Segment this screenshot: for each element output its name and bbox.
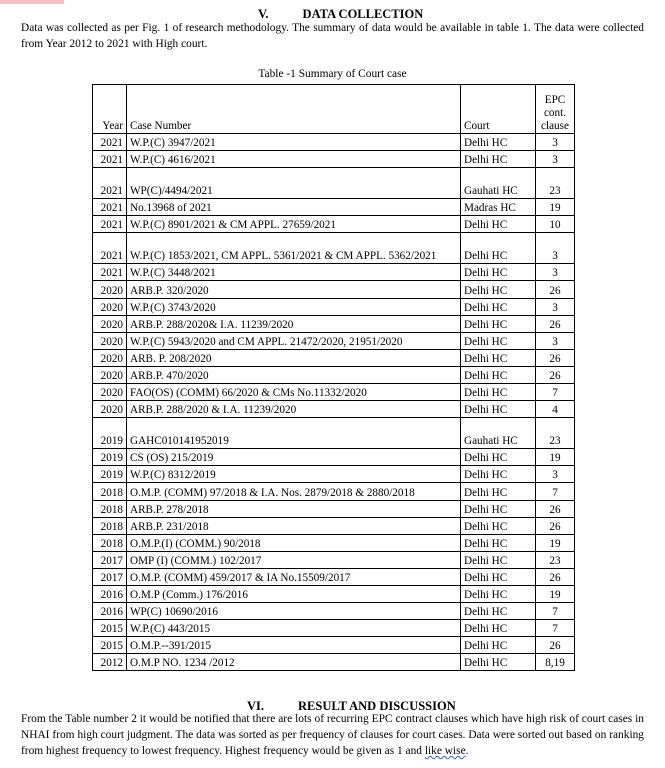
cell-epc-clause: 26 (536, 281, 575, 298)
cell-court: Delhi HC (461, 349, 536, 366)
cell-court: Delhi HC (461, 298, 536, 315)
cell-case-number: ARB.P. 320/2020 (127, 281, 461, 298)
section-title: DATA COLLECTION (302, 7, 424, 21)
cell-court: Delhi HC (461, 401, 536, 418)
top-accent-mark (0, 0, 64, 4)
cell-year: 2021 (93, 151, 127, 168)
cell-year: 2019 (93, 418, 127, 449)
cell-court: Delhi HC (461, 264, 536, 281)
cell-case-number: O.M.P. (COMM) 97/2018 & I.A. Nos. 2879/2018 & 2880/2018 (127, 483, 461, 500)
cell-case-number: W.P.(C) 8312/2019 (127, 466, 461, 483)
table-row (93, 315, 575, 332)
table-row (93, 500, 575, 517)
table-row (93, 654, 575, 671)
table-row (93, 603, 575, 620)
cell-court: Delhi HC (461, 637, 536, 654)
header-court: Court (461, 85, 536, 134)
intro-paragraph: Data was collected as per Fig. 1 of research methodology. The summary of data would be available in table 1. The data were collected from Year 2012 to 2021 with High court. (21, 22, 644, 50)
cell-epc-clause: 26 (536, 366, 575, 383)
cell-year: 2018 (93, 534, 127, 551)
cell-case-number: W.P.(C) 443/2015 (127, 620, 461, 637)
cell-epc-clause: 26 (536, 349, 575, 366)
cell-case-number: No.13968 of 2021 (127, 199, 461, 216)
table-row (93, 483, 575, 500)
cell-epc-clause: 3 (536, 134, 575, 151)
cell-case-number: W.P.(C) 8901/2021 & CM APPL. 27659/2021 (127, 216, 461, 233)
cell-year: 2020 (93, 349, 127, 366)
table-row (93, 216, 575, 233)
cell-case-number: CS (OS) 215/2019 (127, 449, 461, 466)
cell-case-number: W.P.(C) 5943/2020 and CM APPL. 21472/2020, 21951/2020 (127, 332, 461, 349)
cell-epc-clause: 7 (536, 620, 575, 637)
cell-epc-clause: 23 (536, 168, 575, 199)
cell-court: Delhi HC (461, 585, 536, 602)
cell-case-number: ARB.P. 288/2020 & I.A. 11239/2020 (127, 401, 461, 418)
cell-court: Delhi HC (461, 151, 536, 168)
cell-epc-clause: 26 (536, 637, 575, 654)
result-text: From the Table number 2 it would be notified that there are lots of recurring EPC contract clauses which have high risk of court cases in NHAI from high court judgment. The data was sorted as per frequency of clauses for court cases. Data were sorted out based on ranking from highest frequency to lowest frequency. Highest frequency would be given as 1 and (21, 713, 644, 757)
cell-court: Delhi HC (461, 500, 536, 517)
cell-case-number: W.P.(C) 3947/2021 (127, 134, 461, 151)
cell-case-number: O.M.P. (COMM) 459/2017 & IA No.15509/2017 (127, 568, 461, 585)
cell-year: 2020 (93, 384, 127, 401)
cell-court: Delhi HC (461, 483, 536, 500)
table-row (93, 281, 575, 298)
cell-court: Delhi HC (461, 315, 536, 332)
table-row (93, 620, 575, 637)
cell-court: Delhi HC (461, 384, 536, 401)
cell-epc-clause: 23 (536, 418, 575, 449)
table-row (93, 151, 575, 168)
cell-case-number: FAO(OS) (COMM) 66/2020 & CMs No.11332/2020 (127, 384, 461, 401)
cell-court: Delhi HC (461, 603, 536, 620)
cell-year: 2020 (93, 281, 127, 298)
cell-case-number: W.P.(C) 1853/2021, CM APPL. 5361/2021 & CM APPL. 5362/2021 (127, 233, 461, 264)
header-case-number: Case Number (127, 85, 461, 134)
cell-case-number: ARB. P. 208/2020 (127, 349, 461, 366)
cell-court: Delhi HC (461, 281, 536, 298)
cell-epc-clause: 26 (536, 500, 575, 517)
cell-year: 2012 (93, 654, 127, 671)
cell-epc-clause: 23 (536, 551, 575, 568)
court-case-table (92, 84, 575, 671)
table-row (93, 233, 575, 264)
table-row (93, 366, 575, 383)
cell-case-number: W.P.(C) 4616/2021 (127, 151, 461, 168)
cell-epc-clause: 7 (536, 603, 575, 620)
cell-epc-clause: 26 (536, 568, 575, 585)
cell-epc-clause: 8,19 (536, 654, 575, 671)
cell-case-number: O.M.P (Comm.) 176/2016 (127, 585, 461, 602)
cell-case-number: OMP (I) (COMM.) 102/2017 (127, 551, 461, 568)
cell-case-number: ARB.P. 231/2018 (127, 517, 461, 534)
cell-year: 2020 (93, 315, 127, 332)
result-paragraph (21, 711, 644, 759)
cell-year: 2018 (93, 500, 127, 517)
cell-year: 2017 (93, 551, 127, 568)
table-row (93, 264, 575, 281)
cell-year: 2020 (93, 401, 127, 418)
cell-epc-clause: 19 (536, 449, 575, 466)
cell-case-number: O.M.P.(I) (COMM.) 90/2018 (127, 534, 461, 551)
cell-year: 2018 (93, 483, 127, 500)
cell-year: 2016 (93, 603, 127, 620)
table-row (93, 418, 575, 449)
table-row (93, 534, 575, 551)
cell-year: 2020 (93, 366, 127, 383)
cell-year: 2020 (93, 298, 127, 315)
section-number: VI. (247, 699, 265, 713)
table-row (93, 134, 575, 151)
cell-court: Delhi HC (461, 654, 536, 671)
cell-court: Gauhati HC (461, 418, 536, 449)
cell-court: Delhi HC (461, 551, 536, 568)
cell-year: 2015 (93, 637, 127, 654)
cell-case-number: WP(C)/4494/2021 (127, 168, 461, 199)
table-body (93, 134, 575, 671)
table-row (93, 585, 575, 602)
cell-year: 2016 (93, 585, 127, 602)
cell-court: Delhi HC (461, 449, 536, 466)
table-row (93, 401, 575, 418)
cell-court: Delhi HC (461, 366, 536, 383)
cell-court: Delhi HC (461, 134, 536, 151)
cell-year: 2015 (93, 620, 127, 637)
cell-case-number: W.P.(C) 3448/2021 (127, 264, 461, 281)
cell-epc-clause: 19 (536, 199, 575, 216)
section-number: V. (258, 7, 269, 21)
cell-case-number: W.P.(C) 3743/2020 (127, 298, 461, 315)
cell-epc-clause: 19 (536, 585, 575, 602)
cell-year: 2021 (93, 134, 127, 151)
table-row (93, 637, 575, 654)
cell-epc-clause: 4 (536, 401, 575, 418)
cell-epc-clause: 3 (536, 264, 575, 281)
cell-case-number: WP(C) 10690/2016 (127, 603, 461, 620)
cell-case-number: ARB.P. 470/2020 (127, 366, 461, 383)
cell-court: Delhi HC (461, 466, 536, 483)
cell-year: 2021 (93, 168, 127, 199)
cell-court: Delhi HC (461, 216, 536, 233)
cell-case-number: O.M.P.--391/2015 (127, 637, 461, 654)
cell-year: 2021 (93, 199, 127, 216)
section-title: RESULT AND DISCUSSION (298, 699, 456, 713)
table-row (93, 199, 575, 216)
table-header-row (93, 85, 575, 134)
cell-epc-clause: 19 (536, 534, 575, 551)
table-row (93, 384, 575, 401)
cell-epc-clause: 3 (536, 332, 575, 349)
table-row (93, 349, 575, 366)
cell-year: 2021 (93, 233, 127, 264)
cell-epc-clause: 3 (536, 233, 575, 264)
result-text-end: like wise (424, 745, 466, 757)
cell-epc-clause: 7 (536, 483, 575, 500)
cell-court: Delhi HC (461, 517, 536, 534)
cell-year: 2020 (93, 332, 127, 349)
table-row (93, 551, 575, 568)
table-caption: Table -1 Summary of Court case (258, 68, 407, 80)
table-row (93, 332, 575, 349)
table-row (93, 517, 575, 534)
cell-court: Delhi HC (461, 620, 536, 637)
table-row (93, 568, 575, 585)
cell-epc-clause: 3 (536, 466, 575, 483)
cell-year: 2021 (93, 216, 127, 233)
cell-court: Delhi HC (461, 534, 536, 551)
cell-year: 2019 (93, 449, 127, 466)
cell-case-number: O.M.P NO. 1234 /2012 (127, 654, 461, 671)
cell-court: Madras HC (461, 199, 536, 216)
cell-epc-clause: 26 (536, 517, 575, 534)
cell-epc-clause: 26 (536, 315, 575, 332)
cell-year: 2017 (93, 568, 127, 585)
cell-court: Delhi HC (461, 568, 536, 585)
cell-epc-clause: 7 (536, 384, 575, 401)
cell-year: 2021 (93, 264, 127, 281)
cell-year: 2018 (93, 517, 127, 534)
cell-epc-clause: 3 (536, 298, 575, 315)
cell-court: Gauhati HC (461, 168, 536, 199)
header-epc-clause: EPC cont. clause (536, 85, 575, 134)
cell-epc-clause: 3 (536, 151, 575, 168)
table-row (93, 466, 575, 483)
table-row (93, 298, 575, 315)
result-text-period: . (465, 745, 469, 757)
cell-court: Delhi HC (461, 233, 536, 264)
cell-court: Delhi HC (461, 332, 536, 349)
cell-case-number: ARB.P. 278/2018 (127, 500, 461, 517)
cell-year: 2019 (93, 466, 127, 483)
table-row (93, 449, 575, 466)
cell-epc-clause: 10 (536, 216, 575, 233)
cell-case-number: ARB.P. 288/2020& I.A. 11239/2020 (127, 315, 461, 332)
header-year: Year (93, 85, 127, 134)
table-row (93, 168, 575, 199)
cell-case-number: GAHC010141952019 (127, 418, 461, 449)
